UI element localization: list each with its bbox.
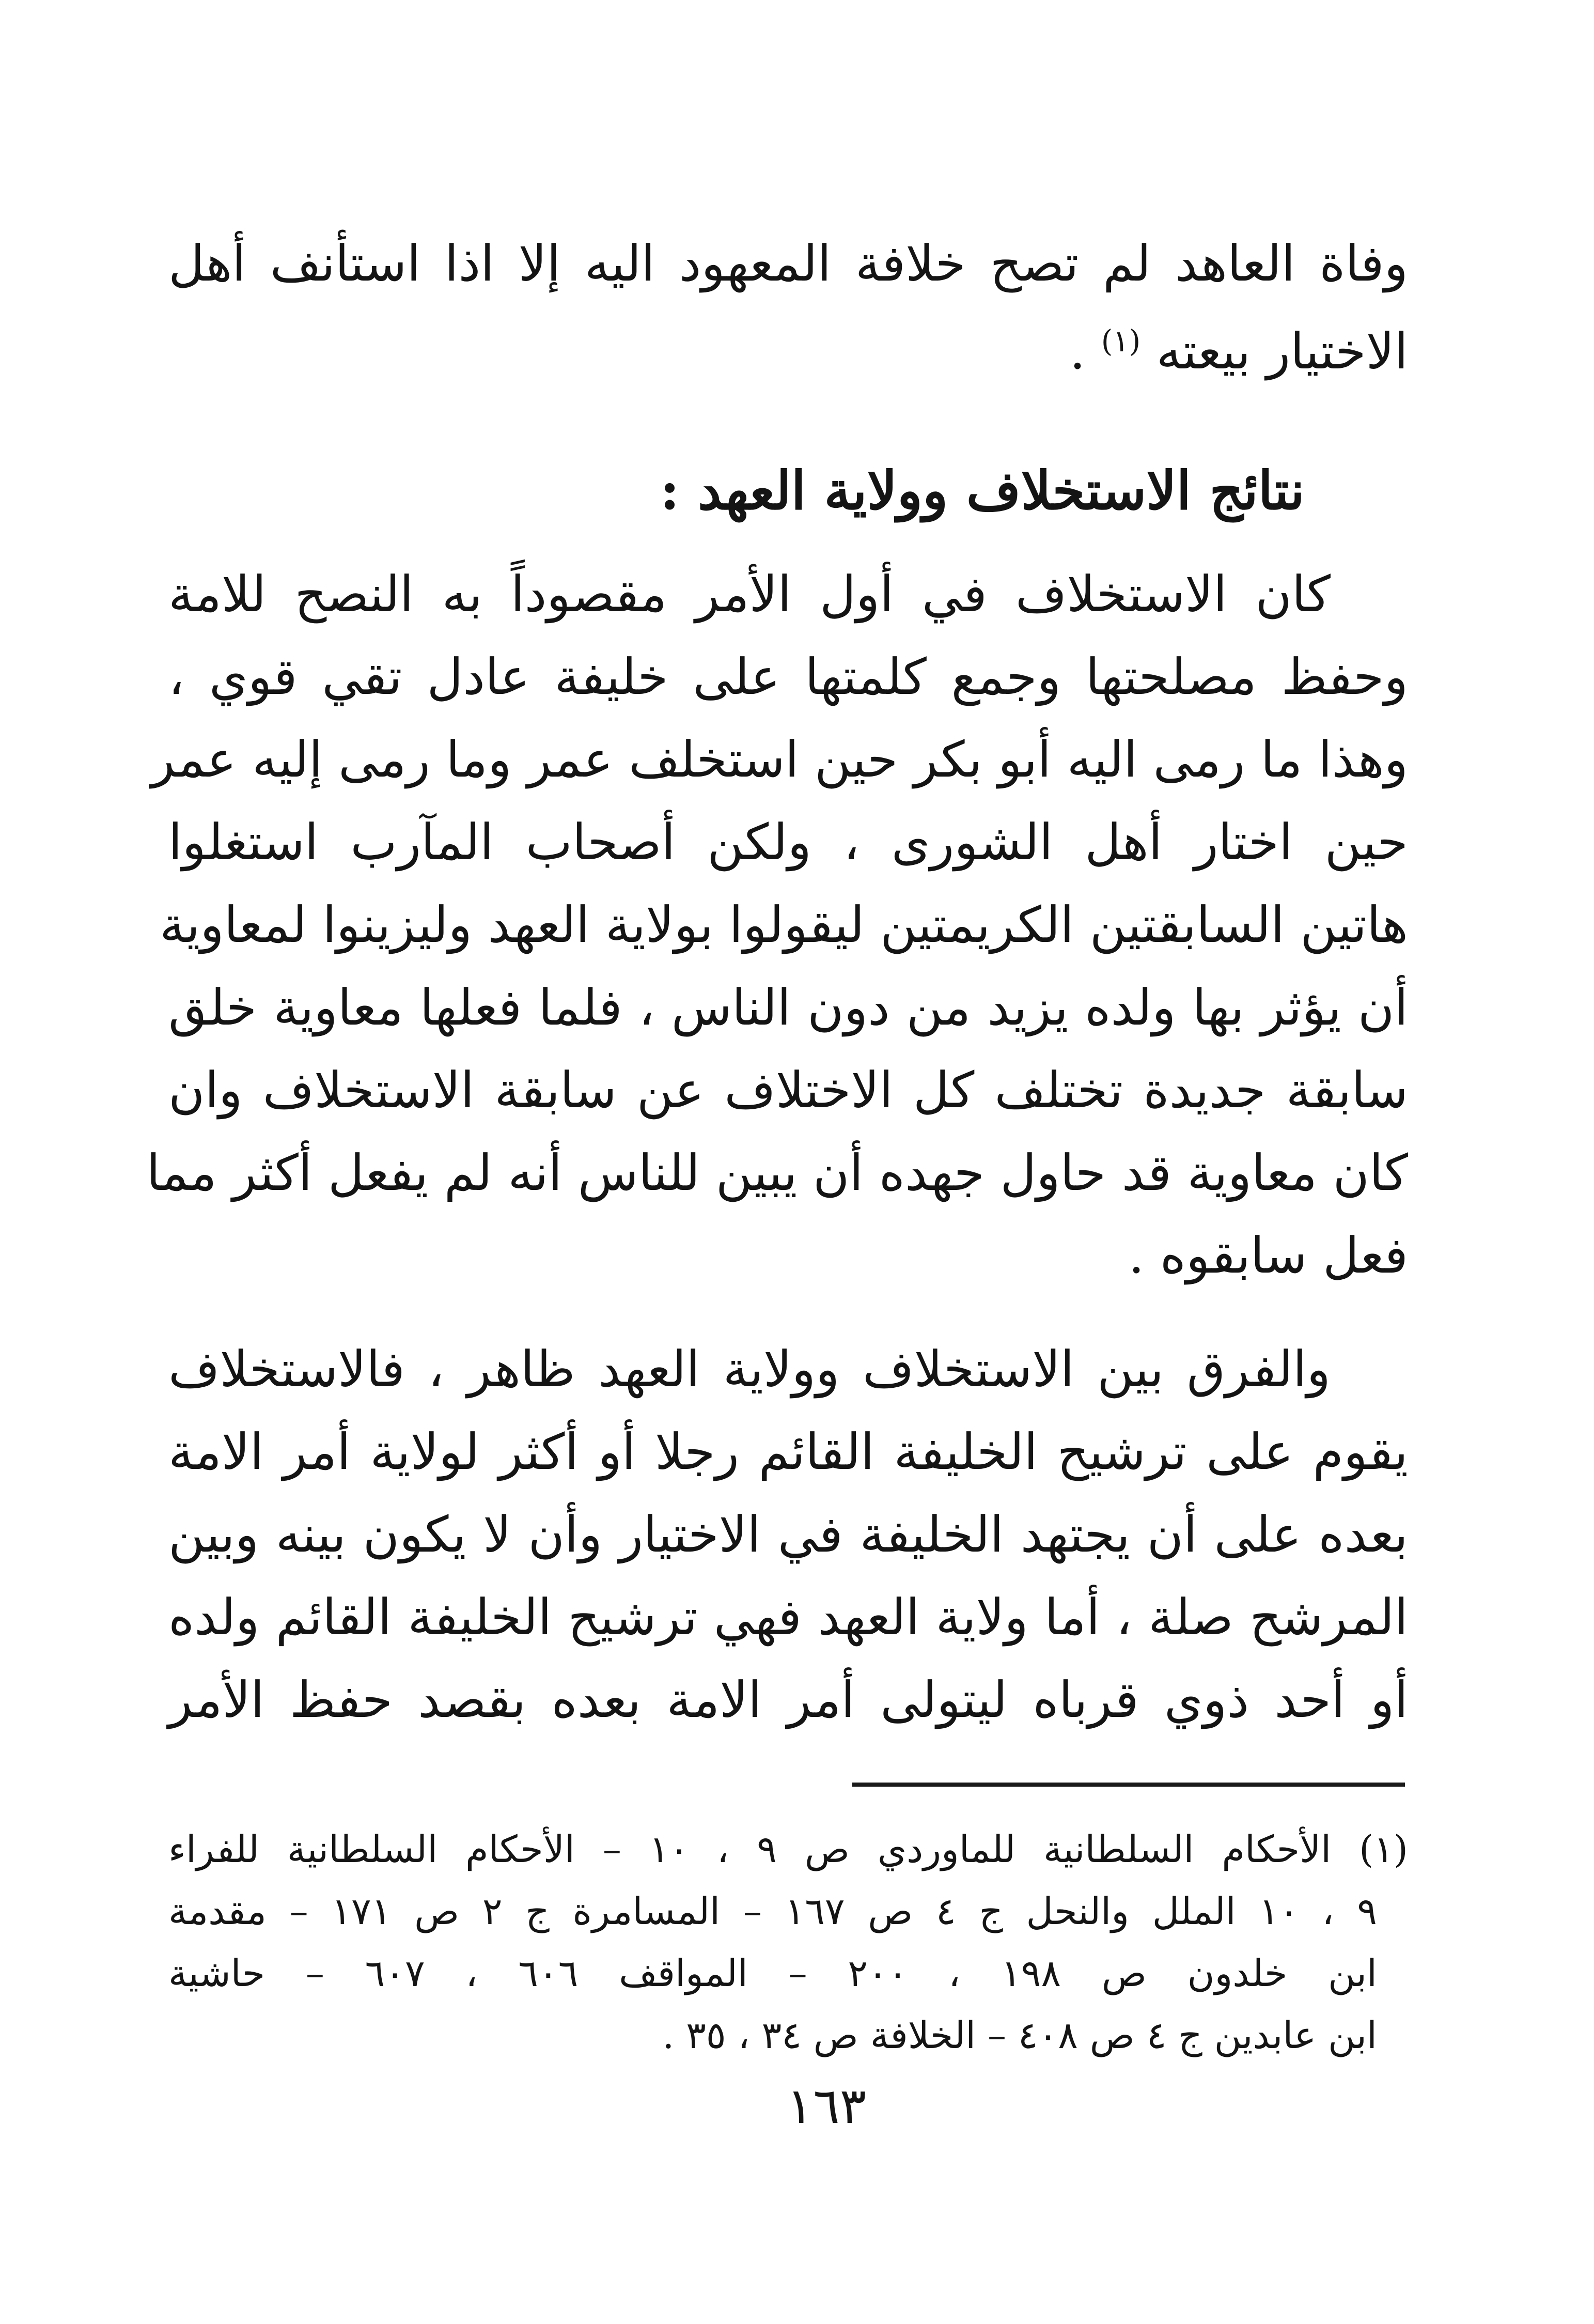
para2-line-5: أو أحد ذوي قرباه ليتولى أمر الامة بعده بقصد حفظ الأمر [168,1671,1409,1729]
intro-line-2-text: الاختيار بيعته [1156,322,1408,380]
page-number: ١٦٣ [786,2077,867,2135]
para1-line-7: سابقة جديدة تختلف كل الاختلاف عن سابقة الاستخلاف وان [168,1061,1408,1119]
section-heading: نتائج الاستخلاف وولاية العهد : [660,460,1305,522]
para2-line-4: المرشح صلة ، أما ولاية العهد فهي ترشيح الخليفة القائم ولده [168,1588,1408,1646]
para2-line-2: يقوم على ترشيح الخليفة القائم رجلا أو أكثر لولاية أمر الامة [168,1423,1408,1481]
para2-line-3: بعده على أن يجتهد الخليفة في الاختيار وأن لا يكون بينه وبين [168,1506,1409,1563]
para1-line-3: وهذا ما رمى اليه أبو بكر حين استخلف عمر وما رمى إليه عمر [150,731,1408,788]
para1-line-5: هاتين السابقتين الكريمتين ليقولوا بولاية العهد وليزينوا لمعاوية [160,896,1408,954]
footnote-marker: (١) [1101,323,1141,359]
para1-line-9: فعل سابقوه . [1128,1227,1408,1284]
intro-line-2 [168,305,1408,388]
intro-line-2-end: . [1069,322,1101,380]
footnote-separator [852,1783,1405,1787]
intro-line-1: وفاة العاهد لم تصح خلافة المعهود اليه إلا اذا استأنف أهل [168,235,1408,292]
para1-line-8: كان معاوية قد حاول جهده أن يبين للناس أنه لم يفعل أكثر مما [146,1144,1408,1202]
para1-line-1: كان الاستخلاف في أول الأمر مقصوداً به النصح للامة [168,565,1331,623]
footnote-line-4: ابن عابدين ج ٤ ص ٤٠٨ – الخلافة ص ٣٤ ، ٣٥ . [662,2013,1377,2057]
para1-line-2: وحفظ مصلحتها وجمع كلمتها على خليفة عادل تقي قوي ، [168,648,1408,706]
para2-line-1: والفرق بين الاستخلاف وولاية العهد ظاهر ، فالاستخلاف [168,1340,1331,1398]
footnote-line-2: ٩ ، ١٠ الملل والنحل ج ٤ ص ١٦٧ – المسامرة ج ٢ ص ١٧١ – مقدمة [168,1889,1377,1933]
para1-line-6: أن يؤثر بها ولده يزيد من دون الناس ، فلما فعلها معاوية خلق [168,979,1408,1036]
para1-line-4: حين اختار أهل الشورى ، ولكن أصحاب المآرب استغلوا [168,813,1408,871]
footnote-line-1: (١) الأحكام السلطانية للماوردي ص ٩ ، ١٠ – الأحكام السلطانية للفراء [168,1827,1409,1871]
footnote-line-3: ابن خلدون ص ١٩٨ ، ٢٠٠ – المواقف ٦٠٦ ، ٦٠٧ – حاشية [168,1951,1377,1995]
